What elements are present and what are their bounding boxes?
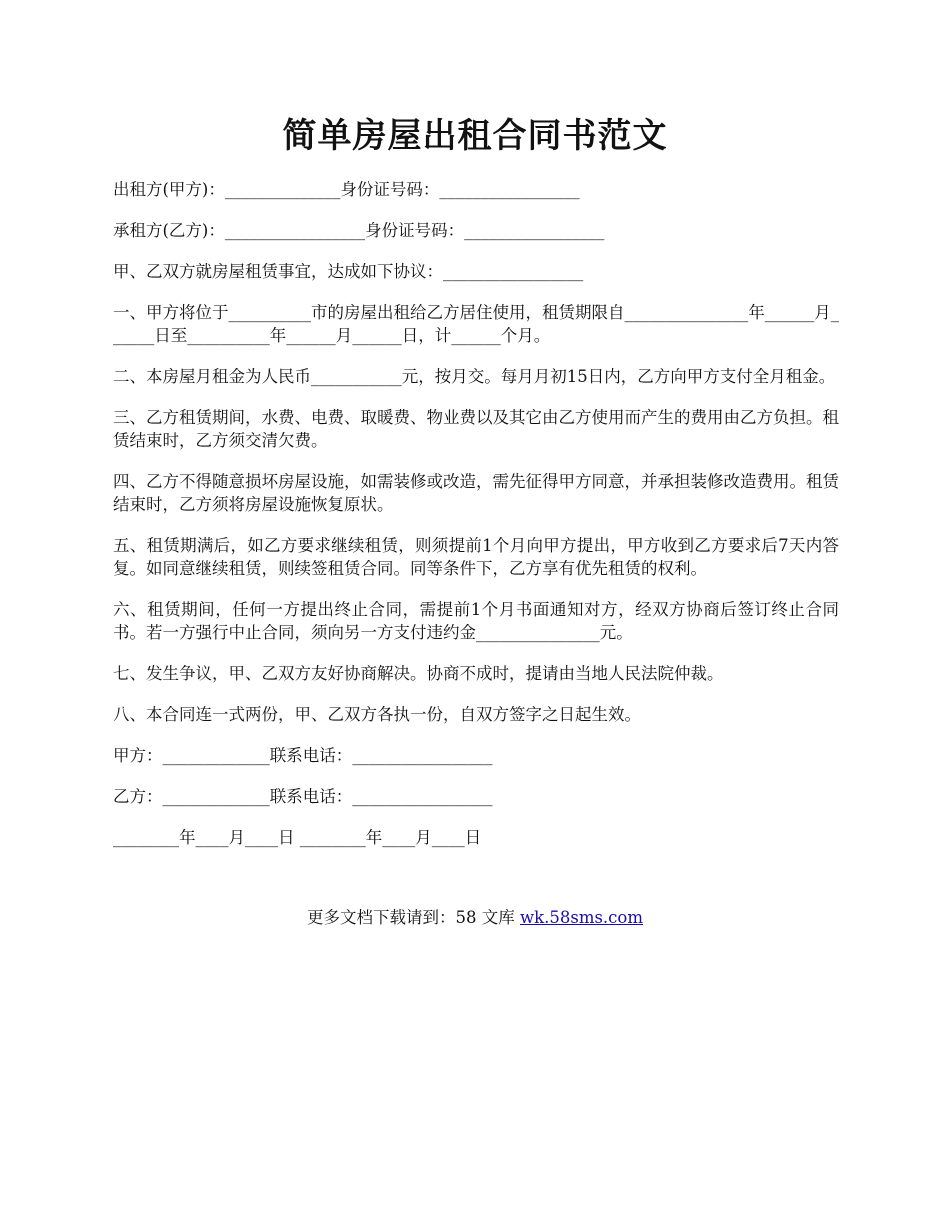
paragraph-clause-5: 五、租赁期满后，如乙方要求继续租赁，则须提前1个月向甲方提出，甲方收到乙方要求后7天内答复。如同意继续租赁，则续签租赁合同。同等条件下，乙方享有优先租赁的权利。 bbox=[113, 536, 839, 578]
footer-prefix: 更多文档下载请到：58 文库 bbox=[306, 908, 520, 927]
signature-party-b: 乙方：_____________联系电话：_________________ bbox=[113, 787, 493, 806]
paragraph-lessor: 出租方(甲方)：______________身份证号码：_________________ bbox=[113, 180, 580, 199]
paragraph-clause-2: 二、本房屋月租金为人民币___________元，按月交。每月月初15日内，乙方向甲方支付全月租金。 bbox=[113, 367, 836, 386]
paragraph-clause-3: 三、乙方租赁期间，水费、电费、取暖费、物业费以及其它由乙方使用而产生的费用由乙方负担。租赁结束时，乙方须交清欠费。 bbox=[113, 408, 839, 450]
paragraph-agreement-intro: 甲、乙双方就房屋租赁事宜，达成如下协议：_________________ bbox=[113, 262, 584, 281]
signature-party-a: 甲方：_____________联系电话：_________________ bbox=[113, 746, 493, 765]
paragraph-clause-4: 四、乙方不得随意损坏房屋设施，如需装修或改造，需先征得甲方同意，并承担装修改造费用。租赁结束时，乙方须将房屋设施恢复原状。 bbox=[113, 472, 839, 514]
paragraph-clause-7: 七、发生争议，甲、乙双方友好协商解决。协商不成时，提请由当地人民法院仲裁。 bbox=[113, 664, 724, 683]
paragraph-lessee: 承租方(乙方)：_________________身份证号码：_________________ bbox=[113, 221, 605, 240]
paragraph-clause-6: 六、租赁期间，任何一方提出终止合同，需提前1个月书面通知对方，经双方协商后签订终止合同书。若一方强行中止合同，须向另一方支付违约金_______________元。 bbox=[113, 600, 839, 642]
document-body bbox=[113, 178, 839, 867]
document-title: 简单房屋出租合同书范文 bbox=[282, 116, 668, 156]
paragraph-clause-1: 一、甲方将位于__________市的房屋出租给乙方居住使用，租赁期限自_______________年______月______日至__________年______月______日，计______个月。 bbox=[113, 303, 839, 345]
signature-dates: ________年____月____日 ________年____月____日 bbox=[113, 828, 482, 847]
paragraph-clause-8: 八、本合同连一式两份，甲、乙双方各执一份，自双方签字之日起生效。 bbox=[113, 705, 641, 724]
footer-download-note bbox=[0, 906, 950, 929]
footer-link[interactable]: wk.58sms.com bbox=[519, 908, 643, 927]
